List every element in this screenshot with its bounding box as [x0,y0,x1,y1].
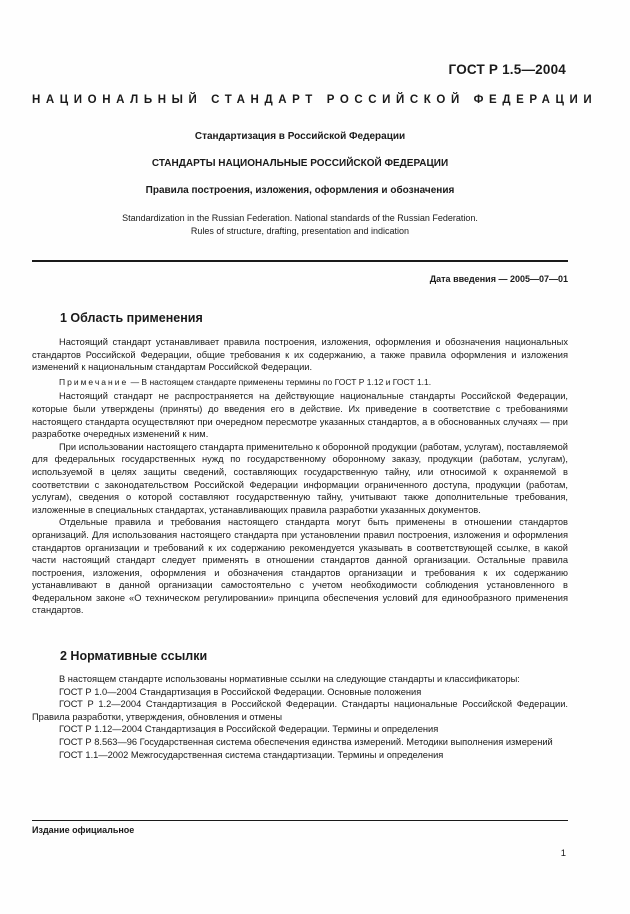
reference-item: ГОСТ 1.1—2002 Межгосударственная система стандартизации. Термины и определения [59,749,444,760]
paragraph: Настоящий стандарт устанавливает правила построения, изложения, оформления и обозначения национальных стандартов Российской Федерации, общие требования к их содержанию, а также правила оформления и изложения изменений к национальным стандартам Российской Федерации. [32,337,568,373]
note-label: Примечание [59,376,129,387]
note [32,376,568,389]
paragraph: В настоящем стандарте использованы нормативные ссылки на следующие стандарты и классификаторы: [59,674,520,684]
paragraph: Настоящий стандарт не распространяется на действующие национальные стандарты Российской Федерации, которые были утверждены (приняты) до введения его в действие. Их приведение в соответствие с требованиями настоящего стандарта осуществляют при очередном пересмотре указанных стандартов, а в обоснованных случаях — при разработке очередных изменений к ним. [32,391,568,440]
standard-title: СТАНДАРТЫ НАЦИОНАЛЬНЫЕ РОССИЙСКОЙ ФЕДЕРАЦИИ [151,158,449,169]
title-divider [32,260,568,262]
footer-divider [32,820,568,821]
national-standard-title: НАЦИОНАЛЬНЫЙ СТАНДАРТ РОССИЙСКОЙ ФЕДЕРАЦИИ [32,94,598,106]
english-title-line: Standardization in the Russian Federation. National standards of the Russian Federation. [122,213,478,223]
reference-item: ГОСТ Р 1.2—2004 Стандартизация в Российской Федерации. Стандарты национальные Российской Федерации. Правила разработки, утверждения, обновления и отмены [32,699,568,722]
paragraph: Отдельные правила и требования настоящего стандарта могут быть применены в отношении стандартов организаций. Для использования настоящего стандарта при установлении правил построения, изложения и оформления стандартов организации и требований к их содержанию рекомендуется указывать в соответствующей ссылке, в какой части настоящий стандарт следует применять в отношении стандартов данной организации. Остальные правила построения, изложения, оформления и обозначения стандартов организации и требования к их содержанию устанавливают в данной организации самостоятельно с учетом необходимости соблюдения установленного в Федеральном законе «О техническом регулировании» принципа обеспечения условий для единообразного применения стандартов. [32,517,568,616]
section-body [32,336,568,617]
english-title [32,212,568,238]
paragraph: При использовании настоящего стандарта применительно к оборонной продукции (работам, услугам), поставляемой для федеральных государственных нужд по государственному оборонному заказу, продукции (работам, услугам), используемой в целях защиты сведений, составляющих государственную тайну, или относимой к охраняемой в соответствии с законодательством Российской Федерации информации ограниченного доступа, продукции (работам, услугам), сведения о которой составляют государственную тайну, учитывают также дополнительные требования, изложенные в специальных стандартах, устанавливающих правила разработки указанных документов. [32,441,568,515]
section-heading: 2 Нормативные ссылки [60,649,208,663]
reference-item: ГОСТ Р 8.563—96 Государственная система обеспечения единства измерений. Методики выполнения измерений [59,736,553,747]
note-text: — В настоящем стандарте применены термины по ГОСТ Р 1.12 и ГОСТ 1.1. [128,376,432,387]
page-number: 1 [560,848,566,859]
edition-label: Издание официальное [32,825,135,835]
reference-item: ГОСТ Р 1.0—2004 Стандартизация в Российской Федерации. Основные положения [59,686,422,697]
document-number: ГОСТ Р 1.5—2004 [448,62,566,77]
standard-subtitle: Правила построения, изложения, оформления и обозначения [145,185,455,196]
standard-series: Стандартизация в Российской Федерации [194,131,406,142]
section-body [32,673,568,761]
introduction-date: Дата введения — 2005—07—01 [429,274,568,284]
english-title-line: Rules of structure, drafting, presentation and indication [190,226,410,236]
section-heading: 1 Область применения [60,311,203,325]
reference-item: ГОСТ Р 1.12—2004 Стандартизация в Российской Федерации. Термины и определения [59,724,439,735]
